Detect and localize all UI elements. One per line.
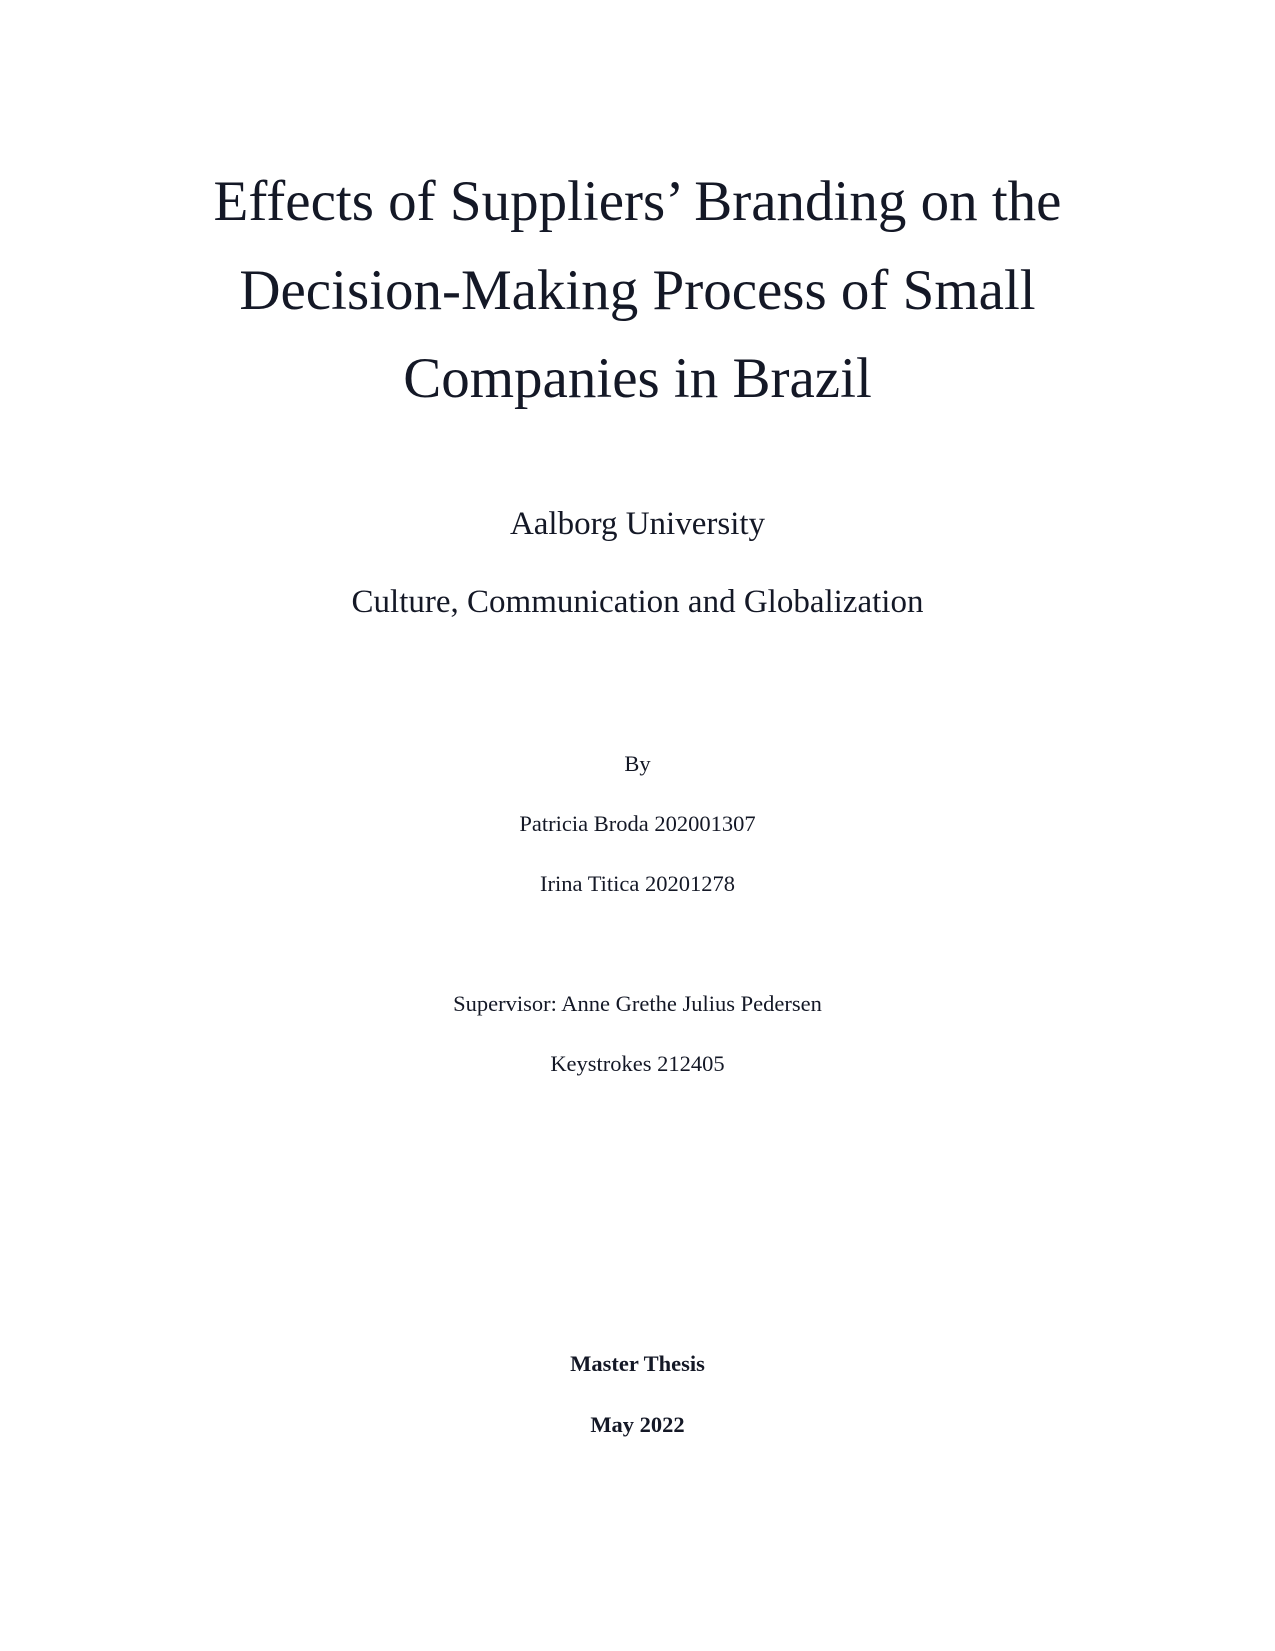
- university-name: Aalborg University: [509, 506, 766, 542]
- author-1: Patricia Broda 202001307: [519, 811, 756, 836]
- date: May 2022: [590, 1412, 685, 1437]
- title-line-3: Companies in Brazil: [403, 347, 872, 410]
- document-type: Master Thesis: [570, 1351, 705, 1376]
- keystrokes: Keystrokes 212405: [550, 1051, 725, 1076]
- title-line-2: Decision-Making Process of Small: [239, 259, 1036, 322]
- title-line-1: Effects of Suppliers’ Branding on the: [213, 170, 1062, 233]
- by-label: By: [624, 751, 651, 776]
- author-2: Irina Titica 20201278: [540, 871, 735, 896]
- programme-name: Culture, Communication and Globalization: [351, 584, 924, 620]
- supervisor: Supervisor: Anne Grethe Julius Pedersen: [453, 991, 822, 1016]
